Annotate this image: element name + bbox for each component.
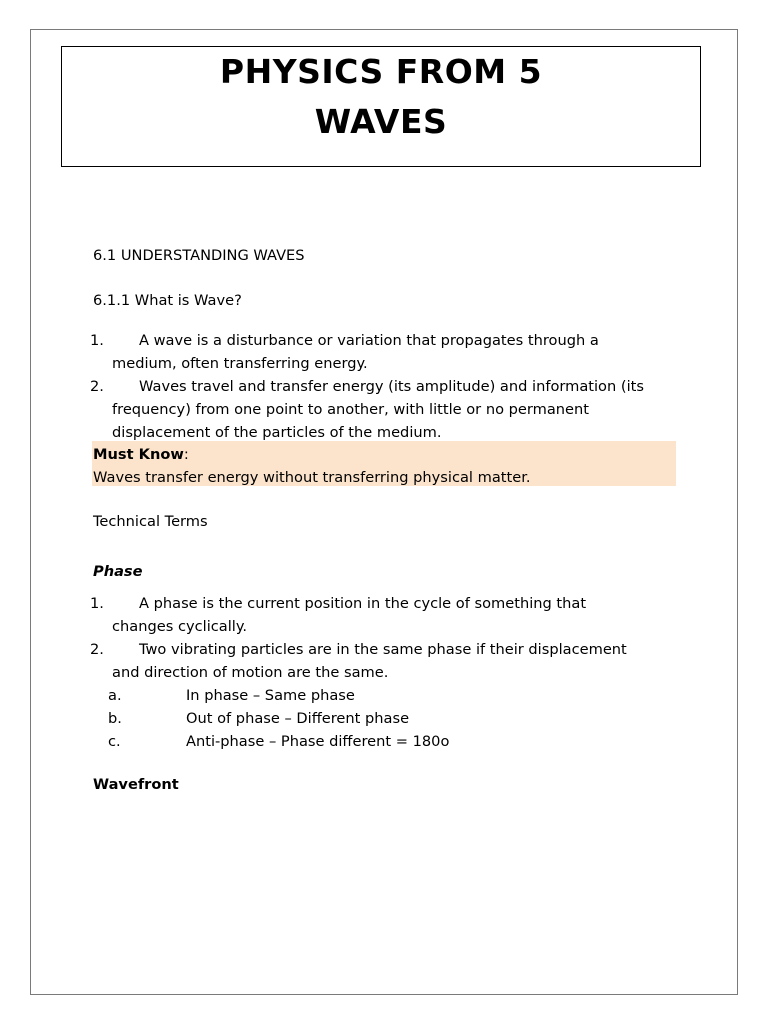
list-number: 1. [90,332,104,349]
list-item-text: and direction of motion are the same. [112,664,389,681]
must-know-label [93,443,189,466]
section-heading: 6.1 UNDERSTANDING WAVES [93,247,305,264]
list-item-text: frequency) from one point to another, with little or no permanent [112,401,589,418]
must-know-colon: : [183,446,189,463]
list-item-text: displacement of the particles of the medium. [112,424,442,441]
list-item-text: Two vibrating particles are in the same phase if their displacement [139,641,627,658]
sublist-letter: b. [108,710,122,727]
must-know-text: Waves transfer energy without transferring physical matter. [93,469,531,486]
sublist-item-text: Out of phase – Different phase [186,710,410,727]
list-item-text: changes cyclically. [112,618,248,635]
subsection-heading: 6.1.1 What is Wave? [93,292,242,309]
list-item-text: A phase is the current position in the cycle of something that [139,595,587,612]
list-item-text: A wave is a disturbance or variation that propagates through a [139,332,599,349]
list-item-text: medium, often transferring energy. [112,355,368,372]
list-number: 2. [90,641,104,658]
sublist-letter: c. [108,733,121,750]
title-box [61,46,701,167]
list-item-text: Waves travel and transfer energy (its amplitude) and information (its [139,378,644,395]
sublist-item-text: Anti-phase – Phase different = 180o [186,733,450,750]
wavefront-heading: Wavefront [93,776,179,793]
list-number: 2. [90,378,104,395]
list-number: 1. [90,595,104,612]
technical-terms-heading: Technical Terms [93,513,208,530]
sublist-item-text: In phase – Same phase [186,687,355,704]
title-line-2: WAVES [314,102,448,141]
title-line-1: PHYSICS FROM 5 [219,52,543,91]
phase-heading: Phase [93,563,143,580]
must-know-label-text: Must Know [93,446,184,463]
sublist-letter: a. [108,687,122,704]
